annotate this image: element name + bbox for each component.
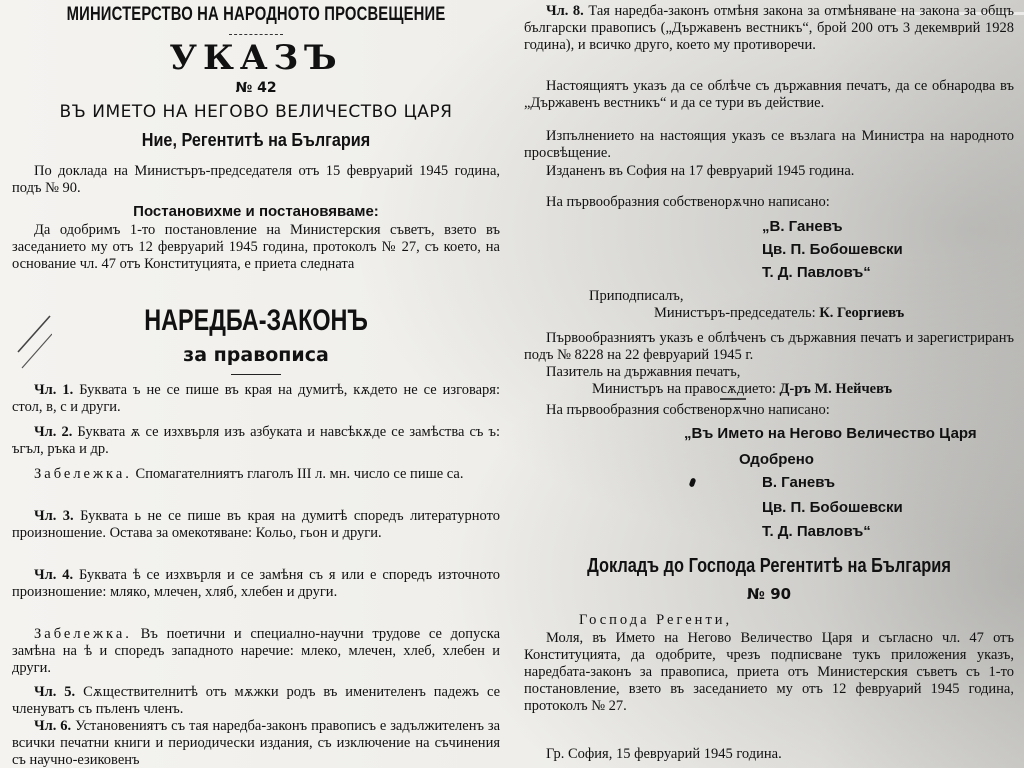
signature-ganev-2: В. Ганевъ (762, 474, 836, 491)
article-2: Чл. 2. Буквата ѫ се изхвърля изъ азбуката и навсѣкѫде се замѣства съ ъ: ъгъл, ръка и др. (12, 424, 501, 457)
royal-formula: „Въ Името на Негово Величество Царя (684, 425, 977, 442)
issued-line: Изданенъ въ София на 17 февруарий 1945 година. (546, 163, 855, 179)
left-column (12, 0, 500, 768)
report-title: Докладъ до Господа Регентитѣ на България (587, 555, 951, 577)
resolved-heading: Постановихме и постановяваме: (133, 203, 379, 220)
keeper-label: Пазитель на държавния печатъ, (546, 364, 741, 380)
regents-heading: Ние, Регентитѣ на България (141, 130, 371, 150)
handwritten-intro-1: На първообразния собственорѫчно написано: (546, 194, 830, 210)
article-4-note: Забележка. Въ поетични и специално-научни трудове се допуска замѣна на ѣ и споредъ западното наречие: млеко, млечен, хлеб, хлебен и други. (12, 626, 501, 676)
salutation: Господа Регенти, (579, 612, 733, 628)
article-3: Чл. 3. Буквата ь не се пише въ края на думитѣ споредъ литературното произношение. Остава за омекотяване: Кольо, гьон и други. (12, 508, 501, 541)
report-number: № 90 (746, 585, 792, 603)
article-5: Чл. 5. Сѫществителнитѣ отъ мѫжки родъ въ именителенъ падежъ се членуватъ съ пъленъ членъ. (12, 684, 501, 717)
signature-ganev: „В. Ганевъ (762, 218, 843, 235)
signature-pavlov: Т. Д. Павловъ“ (762, 264, 871, 281)
report-paragraph: По доклада на Министъръ-председателя отъ 15 февруарий 1945 година, подъ № 90. (12, 163, 500, 196)
divider (229, 34, 283, 35)
divider (231, 374, 281, 375)
prime-minister-line: Министъръ-председатель: К. Георгиевъ (654, 305, 905, 321)
approve-paragraph: Да одобримъ 1-то постановление на Министерския съветъ, взето въ заседанието му отъ 12 февруарий 1945 година, протоколъ № 27, съ което, на основание чл. 47 отъ Конституцията, е приета следната (12, 222, 500, 272)
article-6: Чл. 6. Установениятъ съ тая наредба-законъ правописъ е задължителенъ за всички печатни книги и периодически издания, съ изключение на съчинения съ научно-езиковенъ (12, 718, 501, 768)
report-date: Гр. София, 15 февруарий 1945 година. (546, 746, 782, 762)
divider (720, 398, 746, 400)
registered-paragraph: Първообразниятъ указъ е облѣченъ съ държавния печатъ и зарегистриранъ подъ № 8228 на 22 февруарий 1945 г. (524, 330, 1014, 363)
signature-boboshevski-2: Цв. П. Бобошевски (762, 499, 903, 516)
decree-title: УКАЗЪ (169, 38, 343, 78)
handwritten-intro-2: На първообразния собственорѫчно написано: (546, 402, 830, 418)
seal-paragraph: Настоящиятъ указъ да се облѣче съ държавния печатъ, да се обнародва въ „Държавенъ вестникъ“ и да се тури въ действие. (524, 78, 1014, 111)
justice-minister-line: Министъръ на правосѫдието: Д-ръ М. Нейчевъ (592, 381, 893, 397)
decree-number: № 42 (235, 80, 277, 96)
article-1: Чл. 1. Буквата ъ не се пише въ края на думитѣ, кѫдето не се изговаря: стол, в, с и други. (12, 382, 501, 415)
in-the-name-heading: ВЪ ИМЕТО НА НЕГОВО ВЕЛИЧЕСТВО ЦАРЯ (59, 102, 453, 122)
signature-pavlov-2: Т. Д. Павловъ“ (762, 523, 871, 540)
ministry-heading: МИНИСТЕРСТВО НА НАРОДНОТО ПРОСВЕЩЕНИЕ (66, 4, 446, 25)
signature-boboshevski: Цв. П. Бобошевски (762, 241, 903, 258)
article-2-note: Забележка. Спомагателниятъ глаголъ III л. мн. число се пише са. (34, 466, 464, 482)
approved-label: Одобрено (739, 451, 814, 468)
ink-blot (689, 477, 697, 487)
countersigned-label: Приподписалъ, (589, 288, 684, 304)
right-column (524, 0, 1014, 768)
law-title: НАРЕДБА-ЗАКОНЪ (144, 304, 368, 337)
execution-paragraph: Изпълнението на настоящия указъ се възлага на Министра на народното просвѣщение. (524, 128, 1014, 161)
article-8: Чл. 8. Тая наредба-законъ отмѣня закона за отмѣняване на закона за общъ български правописъ („Държавенъ вестникъ“, брой 200 отъ 3 декемврий 1928 година), и всичко друго, което му противоречи. (524, 3, 1015, 53)
report-body: Моля, въ Името на Негово Величество Царя и съгласно чл. 47 отъ Конституцията, да одобрите, чрезъ подписване тукъ приложения указъ, наредбата-законъ за правописа, приета отъ Министерския съветъ съ 1-то постановление, взето въ заседанието му отъ 12 февруарий 1945 година, протоколъ № 27. (524, 630, 1014, 714)
law-subtitle: за правописа (183, 344, 329, 366)
article-4: Чл. 4. Буквата ѣ се изхвърля и се замѣня съ я или е споредъ източното произношение: мляко, млечен, хляб, хлебен и други. (12, 567, 501, 600)
